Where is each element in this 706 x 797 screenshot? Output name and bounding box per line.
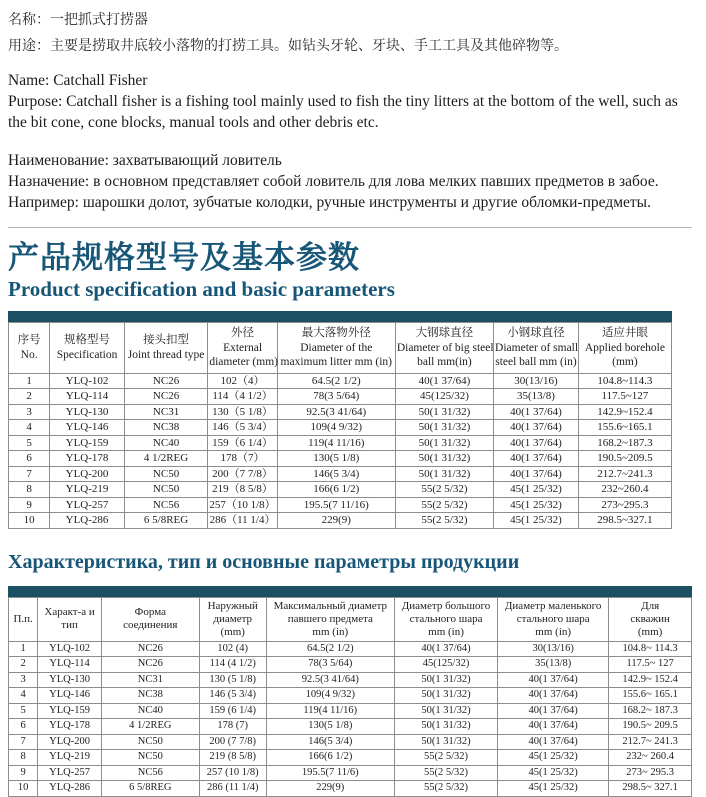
table-cell: 114（4 1/2）	[208, 389, 277, 405]
table-cell: 286 (11 1/4)	[199, 781, 266, 797]
table-cell: 219（8 5/8）	[208, 482, 277, 498]
table-row	[9, 719, 692, 735]
intro-cn-purpose: 用途：主要是捞取井底较小落物的打捞工具。如钻头牙轮、牙块、手工工具及其他碎物等。	[8, 37, 568, 53]
column-header: 最大落物外径 Diameter of the maximum litter mm (in)	[277, 323, 395, 374]
table-cell: 229(9)	[277, 513, 395, 529]
table-cell: 6	[9, 451, 50, 467]
table-row	[9, 466, 672, 482]
table-cell: 142.9~ 152.4	[609, 672, 692, 688]
table-cell: NC50	[101, 750, 199, 766]
table-cell: 232~ 260.4	[609, 750, 692, 766]
table-row	[9, 482, 672, 498]
column-header: 接头扣型 Joint thread type	[124, 323, 208, 374]
table-cell: 130（5 1/8）	[208, 404, 277, 420]
table-cell: 200（7 7/8）	[208, 466, 277, 482]
table-cell: NC38	[101, 688, 199, 704]
table-cell: 8	[9, 750, 38, 766]
section-divider	[8, 227, 692, 228]
table-cell: 50(1 31/32)	[395, 420, 493, 436]
table-cell: 40(1 37/64)	[498, 719, 609, 735]
table-cell: NC40	[101, 703, 199, 719]
table-cell: 114 (4 1/2)	[199, 657, 266, 673]
table-cell: 166(6 1/2)	[277, 482, 395, 498]
column-header: П.п.	[9, 597, 38, 641]
table-cell: 40(1 37/64)	[494, 435, 579, 451]
table-cell: 10	[9, 781, 38, 797]
table-cell: 50(1 31/32)	[395, 451, 493, 467]
table-cell: 273~295.3	[578, 497, 671, 513]
table-cell: 219 (8 5/8)	[199, 750, 266, 766]
table-cell: 30(13/16)	[498, 641, 609, 657]
table-cell: 4 1/2REG	[101, 719, 199, 735]
table-cell: 190.5~209.5	[578, 451, 671, 467]
spec-table-ru	[8, 597, 692, 797]
intro-en-name: Name: Catchall Fisher	[8, 72, 148, 89]
table-cell: 50(1 31/32)	[395, 466, 493, 482]
section-title-ru: Характеристика, тип и основные параметры продукции	[8, 550, 520, 573]
table-cell: 146(5 3/4)	[277, 466, 395, 482]
table-row	[9, 389, 672, 405]
table-cell: 64.5(2 1/2)	[277, 373, 395, 389]
table-cell: 40(1 37/64)	[494, 466, 579, 482]
table-cell: 55(2 5/32)	[395, 497, 493, 513]
table-cell: 102 (4)	[199, 641, 266, 657]
table-cell: 232~260.4	[578, 482, 671, 498]
table-cell: NC50	[124, 466, 208, 482]
table-cell: 55(2 5/32)	[394, 781, 497, 797]
table-cell: 168.2~ 187.3	[609, 703, 692, 719]
table-cell: 78(3 5/64)	[266, 657, 394, 673]
table-cell: 298.5~327.1	[578, 513, 671, 529]
table-cell: 45(125/32)	[395, 389, 493, 405]
table-cell: 229(9)	[266, 781, 394, 797]
table-cell: 50(1 31/32)	[394, 703, 497, 719]
table-cell: 55(2 5/32)	[394, 750, 497, 766]
table-row	[9, 373, 672, 389]
table-cell: 155.6~ 165.1	[609, 688, 692, 704]
table-cell: NC56	[101, 765, 199, 781]
table-cell: 40(1 37/64)	[395, 373, 493, 389]
spec-table-cn-en	[8, 322, 672, 529]
table-row	[9, 781, 692, 797]
table-cell: 190.5~ 209.5	[609, 719, 692, 735]
table-cell: 104.8~ 114.3	[609, 641, 692, 657]
table-cell: YLQ-286	[50, 513, 125, 529]
table-row	[9, 641, 692, 657]
table-cell: 298.5~ 327.1	[609, 781, 692, 797]
table-cell: 195.5(7 11/16)	[277, 497, 395, 513]
table-cell: 117.5~127	[578, 389, 671, 405]
intro-ru-block	[8, 150, 692, 213]
table-cell: 146 (5 3/4)	[199, 688, 266, 704]
table-cell: 212.7~ 241.3	[609, 734, 692, 750]
table-cell: 50(1 31/32)	[395, 435, 493, 451]
column-header: 序号 No.	[9, 323, 50, 374]
table-cell: NC31	[124, 404, 208, 420]
intro-block	[8, 6, 692, 213]
table-cell: 50(1 31/32)	[394, 734, 497, 750]
table-cell: 155.6~165.1	[578, 420, 671, 436]
table-cell: NC26	[101, 641, 199, 657]
column-header: Максимальный диаметр павшего предмета mm (in)	[266, 597, 394, 641]
table-row	[9, 435, 672, 451]
table-cell: 4	[9, 420, 50, 436]
column-header: Диаметр маленького стального шара mm (in)	[498, 597, 609, 641]
table-cell: YLQ-159	[50, 435, 125, 451]
table-cell: YLQ-219	[50, 482, 125, 498]
table-cell: 40(1 37/64)	[498, 734, 609, 750]
table-cell: YLQ-257	[38, 765, 102, 781]
table-cell: 55(2 5/32)	[394, 765, 497, 781]
table-cell: 9	[9, 765, 38, 781]
table-cell: 45(125/32)	[394, 657, 497, 673]
table-cell: 45(1 25/32)	[498, 781, 609, 797]
table-cell: 273~ 295.3	[609, 765, 692, 781]
table-cell: 2	[9, 657, 38, 673]
intro-cn-name: 名称：一把抓式打捞器	[8, 11, 148, 27]
table-cell: 55(2 5/32)	[395, 513, 493, 529]
table-cell: NC26	[101, 657, 199, 673]
intro-ru-purpose: Назначение: в основном представляет собой ловитель для лова мелких павших предметов в забое. Например: шарошки долот, зубчатые колодки, ручные инструменты и другие обломки-предметы.	[8, 173, 659, 211]
column-header: 外径 External diameter (mm)	[208, 323, 277, 374]
table-cell: 55(2 5/32)	[395, 482, 493, 498]
column-header: 规格型号 Specification	[50, 323, 125, 374]
column-header: 小钢球直径 Diameter of small steel ball mm (in)	[494, 323, 579, 374]
column-header: Характ-а и тип	[38, 597, 102, 641]
table-cell: 1	[9, 641, 38, 657]
table-cell: 178（7）	[208, 451, 277, 467]
table-cell: 35(13/8)	[494, 389, 579, 405]
table-row	[9, 765, 692, 781]
section-title-cn: 产品规格型号及基本参数	[8, 240, 360, 275]
table-cell: YLQ-178	[50, 451, 125, 467]
table-cell: 50(1 31/32)	[394, 688, 497, 704]
table-cell: 40(1 37/64)	[494, 404, 579, 420]
table-cell: 50(1 31/32)	[394, 672, 497, 688]
table-cell: 30(13/16)	[494, 373, 579, 389]
section-title-en: Product specification and basic parameters	[8, 277, 395, 301]
table-cell: 257（10 1/8）	[209, 498, 276, 511]
column-header: Для скважин (mm)	[609, 597, 692, 641]
table-row	[9, 451, 672, 467]
table-cell: 10	[9, 513, 50, 529]
table-cell: 50(1 31/32)	[395, 404, 493, 420]
table-cell: 9	[9, 497, 50, 513]
table-cell: 119(4 11/16)	[277, 435, 395, 451]
table-cell: 3	[9, 672, 38, 688]
table-cell: 40(1 37/64)	[394, 641, 497, 657]
table-row	[9, 513, 672, 529]
table-cell: 92.5(3 41/64)	[266, 672, 394, 688]
table-cell: 212.7~241.3	[578, 466, 671, 482]
table-cell: YLQ-146	[50, 420, 125, 436]
table-header-bar	[8, 311, 672, 322]
table-cell: 45(1 25/32)	[494, 513, 579, 529]
table-cell: 104.8~114.3	[578, 373, 671, 389]
table-cell: 6 5/8REG	[101, 781, 199, 797]
table-row	[9, 688, 692, 704]
table-row	[9, 734, 692, 750]
table-cell: 50(1 31/32)	[394, 719, 497, 735]
table-cell: 3	[9, 404, 50, 420]
table-cell: YLQ-257	[50, 497, 125, 513]
header-row	[9, 597, 692, 641]
table-cell: NC56	[124, 497, 208, 513]
table-cell: 178 (7)	[199, 719, 266, 735]
table-cell: 35(13/8)	[498, 657, 609, 673]
table-cell: YLQ-286	[38, 781, 102, 797]
table-cell: 40(1 37/64)	[494, 420, 579, 436]
table-cell: 117.5~ 127	[609, 657, 692, 673]
table-cell: 7	[9, 734, 38, 750]
table-cell: YLQ-114	[38, 657, 102, 673]
table-cell: 5	[9, 703, 38, 719]
table-cell: 119(4 11/16)	[266, 703, 394, 719]
table-cell: 45(1 25/32)	[494, 482, 579, 498]
table-cell: 4	[9, 688, 38, 704]
table-cell: 40(1 37/64)	[498, 703, 609, 719]
table-cell: 130 (5 1/8)	[199, 672, 266, 688]
table-cell: 257 (10 1/8)	[199, 765, 266, 781]
table-cell: YLQ-130	[38, 672, 102, 688]
table-cell: YLQ-219	[38, 750, 102, 766]
table-cell: NC26	[124, 389, 208, 405]
table-cell: 40(1 37/64)	[498, 688, 609, 704]
table-cell: 168.2~187.3	[578, 435, 671, 451]
intro-en-purpose: Purpose: Catchall fisher is a fishing tool mainly used to fish the tiny litters at the bottom of the well, such as the bit cone, cone blocks, manual tools and other debris etc.	[8, 93, 678, 131]
column-header: Диаметр большого стального шара mm (in)	[394, 597, 497, 641]
table-cell: NC50	[101, 734, 199, 750]
column-header: 适应井眼 Applied borehole (mm)	[578, 323, 671, 374]
table-cell: NC50	[124, 482, 208, 498]
table-cell: YLQ-178	[38, 719, 102, 735]
table-row	[9, 420, 672, 436]
table-cell: 64.5(2 1/2)	[266, 641, 394, 657]
table-cell: 195.5(7 11/6)	[266, 765, 394, 781]
table-cell: NC38	[124, 420, 208, 436]
table-cell: 78(3 5/64)	[277, 389, 395, 405]
table-row	[9, 703, 692, 719]
table-cell: NC31	[101, 672, 199, 688]
table-cell: 146（5 3/4）	[208, 420, 277, 436]
table-cell: YLQ-102	[50, 373, 125, 389]
table-cell: 200 (7 7/8)	[199, 734, 266, 750]
table-cell: 1	[9, 373, 50, 389]
column-header: Наружный диаметр (mm)	[199, 597, 266, 641]
table-cell: 45(1 25/32)	[494, 497, 579, 513]
table-cell: 166(6 1/2)	[266, 750, 394, 766]
table-cell: 5	[9, 435, 50, 451]
table-cell: YLQ-159	[38, 703, 102, 719]
table-cell: 109(4 9/32)	[266, 688, 394, 704]
table-cell: 4 1/2REG	[124, 451, 208, 467]
table-cell: 2	[9, 389, 50, 405]
table-cell: 286（11 1/4）	[209, 514, 276, 526]
table-cell: YLQ-200	[38, 734, 102, 750]
table-row	[9, 750, 692, 766]
table-cell: 130(5 1/8)	[277, 451, 395, 467]
table-cell: YLQ-102	[38, 641, 102, 657]
table-cell: 6	[9, 719, 38, 735]
table-cell: YLQ-114	[50, 389, 125, 405]
column-header: 大钢球直径 Diameter of big steel ball mm(in)	[395, 323, 493, 374]
table-cell: YLQ-146	[38, 688, 102, 704]
intro-en-block	[8, 70, 692, 133]
table-cell: 102（4）	[208, 373, 277, 389]
table-cell: 45(1 25/32)	[498, 765, 609, 781]
table-cell: NC26	[124, 373, 208, 389]
table-cell: 40(1 37/64)	[498, 672, 609, 688]
table-cell: 6 5/8REG	[124, 513, 208, 529]
table-header-bar	[8, 586, 692, 597]
table-cell: 8	[9, 482, 50, 498]
table-cell: 7	[9, 466, 50, 482]
spec-table-wrapper	[8, 311, 672, 529]
table-cell: 159 (6 1/4)	[199, 703, 266, 719]
table-cell: 142.9~152.4	[578, 404, 671, 420]
table-cell: 130(5 1/8)	[266, 719, 394, 735]
table-cell: NC40	[124, 435, 208, 451]
table-cell: 92.5(3 41/64)	[277, 404, 395, 420]
table-cell: YLQ-200	[50, 466, 125, 482]
table-row	[9, 672, 692, 688]
column-header: Форма соединения	[101, 597, 199, 641]
table-cell: YLQ-130	[50, 404, 125, 420]
table-cell: 146(5 3/4)	[266, 734, 394, 750]
table-cell: 159（6 1/4）	[208, 435, 277, 451]
table-row	[9, 497, 672, 513]
table-row	[9, 404, 672, 420]
table-row	[9, 657, 692, 673]
table-cell: 109(4 9/32)	[277, 420, 395, 436]
intro-ru-name: Наименование: захватывающий ловитель	[8, 152, 282, 169]
table-cell: 45(1 25/32)	[498, 750, 609, 766]
header-row	[9, 323, 672, 374]
table-cell: 40(1 37/64)	[494, 451, 579, 467]
spec-table-ru-wrapper	[8, 586, 692, 797]
